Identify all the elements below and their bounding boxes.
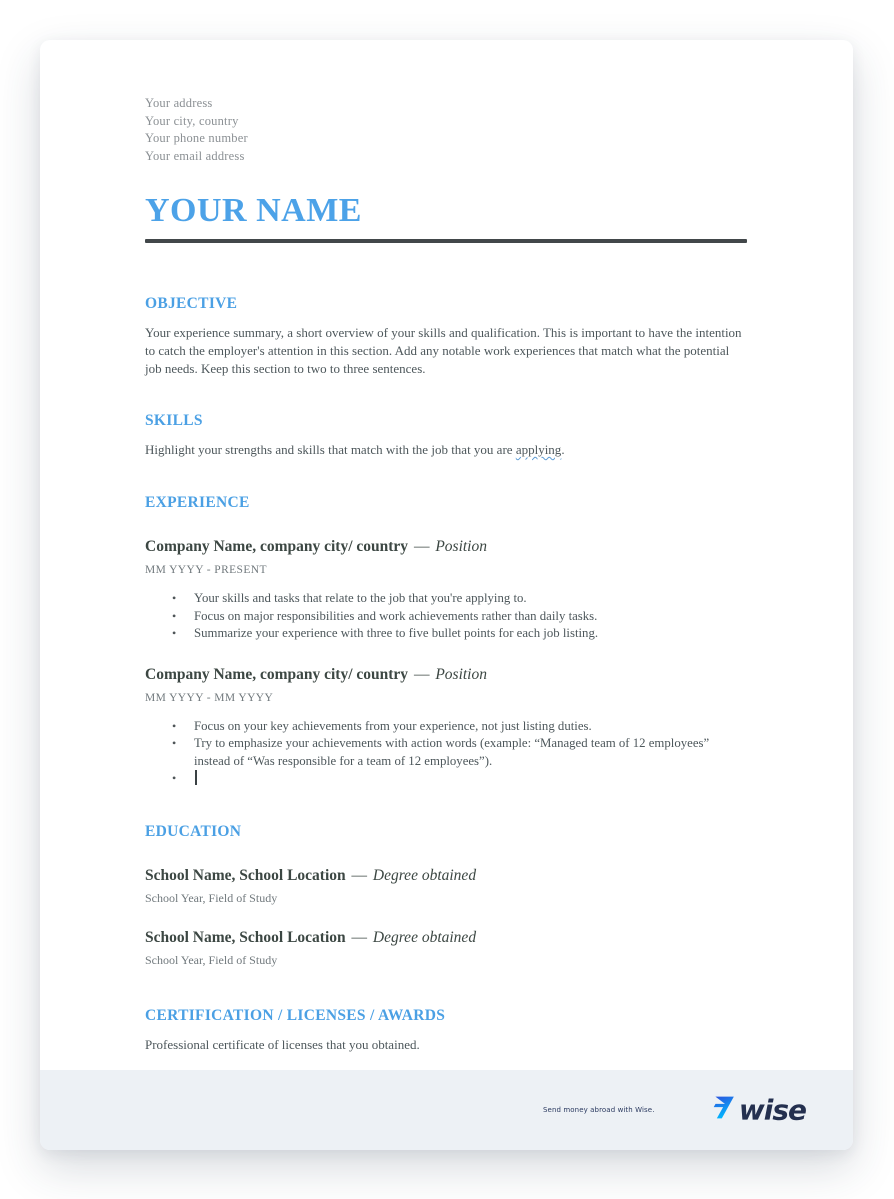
skills-flagged-word: applying [515, 442, 562, 457]
experience-heading: EXPERIENCE [145, 494, 250, 511]
job-company: Company Name, company city/ country [145, 665, 409, 683]
job-bullet: • Focus on your key achievements from your experience, not just listing duties. [194, 718, 747, 736]
school-degree: Degree obtained [372, 866, 477, 884]
skills-heading: SKILLS [145, 412, 203, 429]
contact-block [145, 95, 747, 165]
contact-address: Your address [145, 96, 213, 110]
text-caret [195, 770, 197, 785]
job-bullet: • Try to emphasize your achievements with action words (example: “Managed team of 12 employees” instead of “Was responsible for a team of 12 employees”). [194, 735, 747, 770]
resume-document-card [40, 40, 853, 1150]
school-name: School Name, School Location [145, 866, 346, 884]
name-heading: YOUR NAME [145, 192, 362, 229]
job-dates: MM YYYY - MM YYYY [145, 691, 274, 704]
job-bullet: • Focus on major responsibilities and work achievements rather than daily tasks. [194, 608, 747, 626]
wise-flag-icon [710, 1095, 736, 1126]
education-entry-2 [145, 928, 747, 968]
skills-text-prefix: Highlight your strengths and skills that match with the job that you are [145, 442, 516, 457]
contact-email: Your email address [145, 148, 245, 163]
contact-phone: Your phone number [145, 131, 248, 145]
experience-entry-2 [145, 665, 747, 788]
skills-text [145, 441, 747, 459]
school-title-separator: — [351, 928, 368, 946]
certification-heading: CERTIFICATION / LICENSES / AWARDS [145, 1006, 446, 1024]
job-position: Position [435, 665, 487, 683]
job-company: Company Name, company city/ country [145, 538, 409, 555]
wise-logo[interactable] [710, 1095, 806, 1126]
school-title [145, 928, 747, 947]
school-degree: Degree obtained [372, 928, 477, 946]
school-title-separator: — [351, 866, 368, 884]
job-bullet-list [145, 718, 747, 788]
job-bullet-list [145, 590, 747, 643]
document-footer [40, 1070, 853, 1150]
job-title [145, 537, 747, 556]
job-title-separator: — [413, 538, 430, 555]
contact-city-country: Your city, country [145, 113, 239, 128]
job-position: Position [435, 538, 487, 555]
school-title [145, 866, 747, 885]
document-page[interactable] [40, 40, 853, 1070]
school-details: School Year, Field of Study [145, 890, 278, 905]
objective-text: Your experience summary, a short overview of your skills and qualification. This is important to have the intention to catch the employer's attention in this section. Add any notable work experiences that match what the potential job needs. Keep this section to two to three sentences. [145, 325, 742, 376]
job-bullet: • Summarize your experience with three to five bullet points for each job listing. [194, 625, 747, 643]
skills-text-suffix: . [561, 442, 565, 457]
school-details: School Year, Field of Study [145, 952, 278, 967]
footer-tagline: Send money abroad with Wise. [543, 1106, 655, 1114]
school-name: School Name, School Location [145, 928, 346, 946]
job-title [145, 665, 747, 684]
empty-bullet [194, 770, 747, 788]
name-divider [145, 239, 747, 243]
experience-entry-1 [145, 537, 747, 643]
wise-wordmark: wise [738, 1093, 806, 1126]
certification-text: Professional certificate of licenses that you obtained. [145, 1036, 420, 1052]
education-entry-1 [145, 866, 747, 906]
job-bullet: • Your skills and tasks that relate to the job that you're applying to. [194, 590, 747, 608]
education-heading: EDUCATION [145, 822, 242, 840]
job-title-separator: — [413, 665, 430, 683]
job-dates: MM YYYY - PRESENT [145, 564, 267, 576]
objective-heading: OBJECTIVE [145, 295, 238, 312]
